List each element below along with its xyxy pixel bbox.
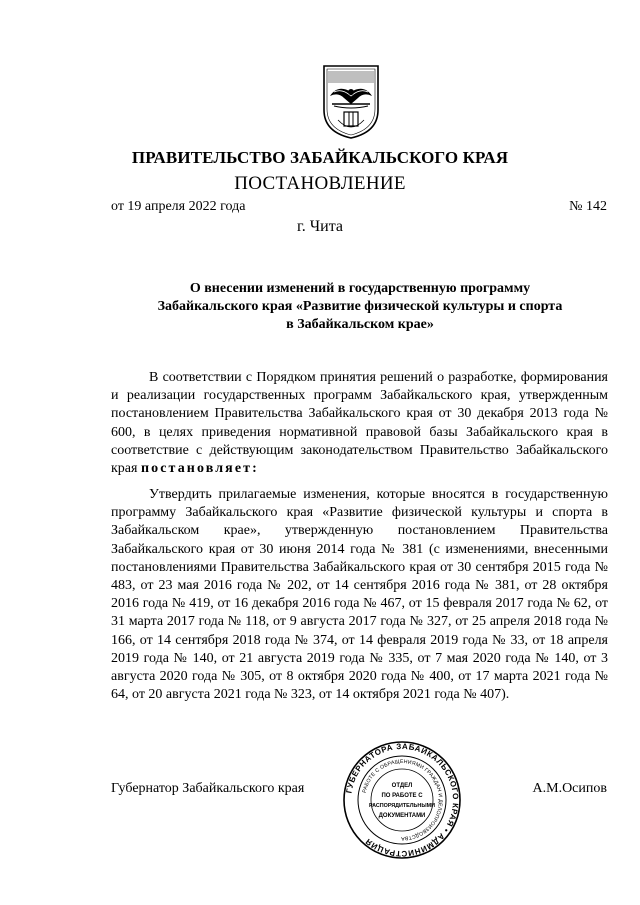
stamp-center-line: ОТДЕЛ: [391, 783, 413, 789]
stamp-center-line: ПО РАБОТЕ С: [381, 793, 423, 799]
document-subject: [110, 280, 610, 334]
stamp-outer-text: ГУБЕРНАТОРА ЗАБАЙКАЛЬСКОГО КРАЯ • АДМИНИСТРАЦИЯ: [344, 741, 461, 859]
official-stamp: [342, 740, 462, 860]
resolves-keyword: постановляет:: [140, 461, 259, 477]
signatory-role: Губернатор Забайкальского края: [111, 781, 305, 796]
stamp-center-line: ДОКУМЕНТАМИ: [378, 813, 426, 819]
subject-line: О внесении изменений в государственную программу: [189, 281, 531, 296]
document-date: от 19 апреля 2022 года: [111, 199, 246, 214]
document-city: г. Чита: [296, 218, 343, 235]
preamble-text: В соответствии с Порядком принятия решений о разработке, формирования и реализации государственных программ Забайкальского края, утвержденным постановлением Правительства Забайкальского края от 30 декабря 2013 года № 600, в целях приведения нормативной правовой базы Забайкальского края в соответствие с действующим законодательством Правительство Забайкальского края: [111, 370, 608, 477]
stamp-inner-text: РАБОТЕ С ОБРАЩЕНИЯМИ ГРАЖДАН И ДЕЛОПРОИЗВОДСТВА: [361, 758, 444, 842]
svg-text:РАБОТЕ С ОБРАЩЕНИЯМИ ГРАЖДАН И: [362, 759, 443, 841]
stamp-center-line: РАСПОРЯДИТЕЛЬНЫМИ: [369, 803, 435, 809]
document-number: № 142: [569, 199, 607, 214]
coat-of-arms-emblem: [318, 62, 384, 140]
subject-line: в Забайкальском крае»: [286, 317, 434, 332]
resolution-paragraph: Утвердить прилагаемые изменения, которые вносятся в государственную программу Забайкальского края «Развитие физической культуры и спорта в Забайкальском крае», утвержденную постановлением Правительства Забайкальского края от 30 июня 2014 года № 381 (с изменениями, внесенными постановлениями Правительства Забайкальского края от 30 сентября 2015 года № 483, от 23 мая 2016 года № 202, от 14 сентября 2016 года № 381, от 28 октября 2016 года № 419, от 16 декабря 2016 года № 467, от 15 февраля 2017 года № 62, от 31 марта 2017 года № 118, от 9 августа 2017 года № 327, от 25 апреля 2018 года № 166, от 14 сентября 2018 года № 374, от 14 февраля 2019 года № 33, от 18 апреля 2019 года № 140, от 21 августа 2019 года № 335, от 7 мая 2020 года № 140, от 3 августа 2020 года № 305, от 8 октября 2020 года № 400, от 17 марта 2021 года № 64, от 20 августа 2021 года № 323, от 14 октября 2021 года № 407).: [111, 487, 608, 703]
government-title: ПРАВИТЕЛЬСТВО ЗАБАЙКАЛЬСКОГО КРАЯ: [131, 148, 509, 167]
preamble-paragraph: [111, 369, 608, 478]
subject-line: Забайкальского края «Развитие физической культуры и спорта: [157, 299, 563, 314]
signatory-name: А.М.Осипов: [532, 781, 607, 796]
document-type: ПОСТАНОВЛЕНИЕ: [234, 173, 406, 194]
